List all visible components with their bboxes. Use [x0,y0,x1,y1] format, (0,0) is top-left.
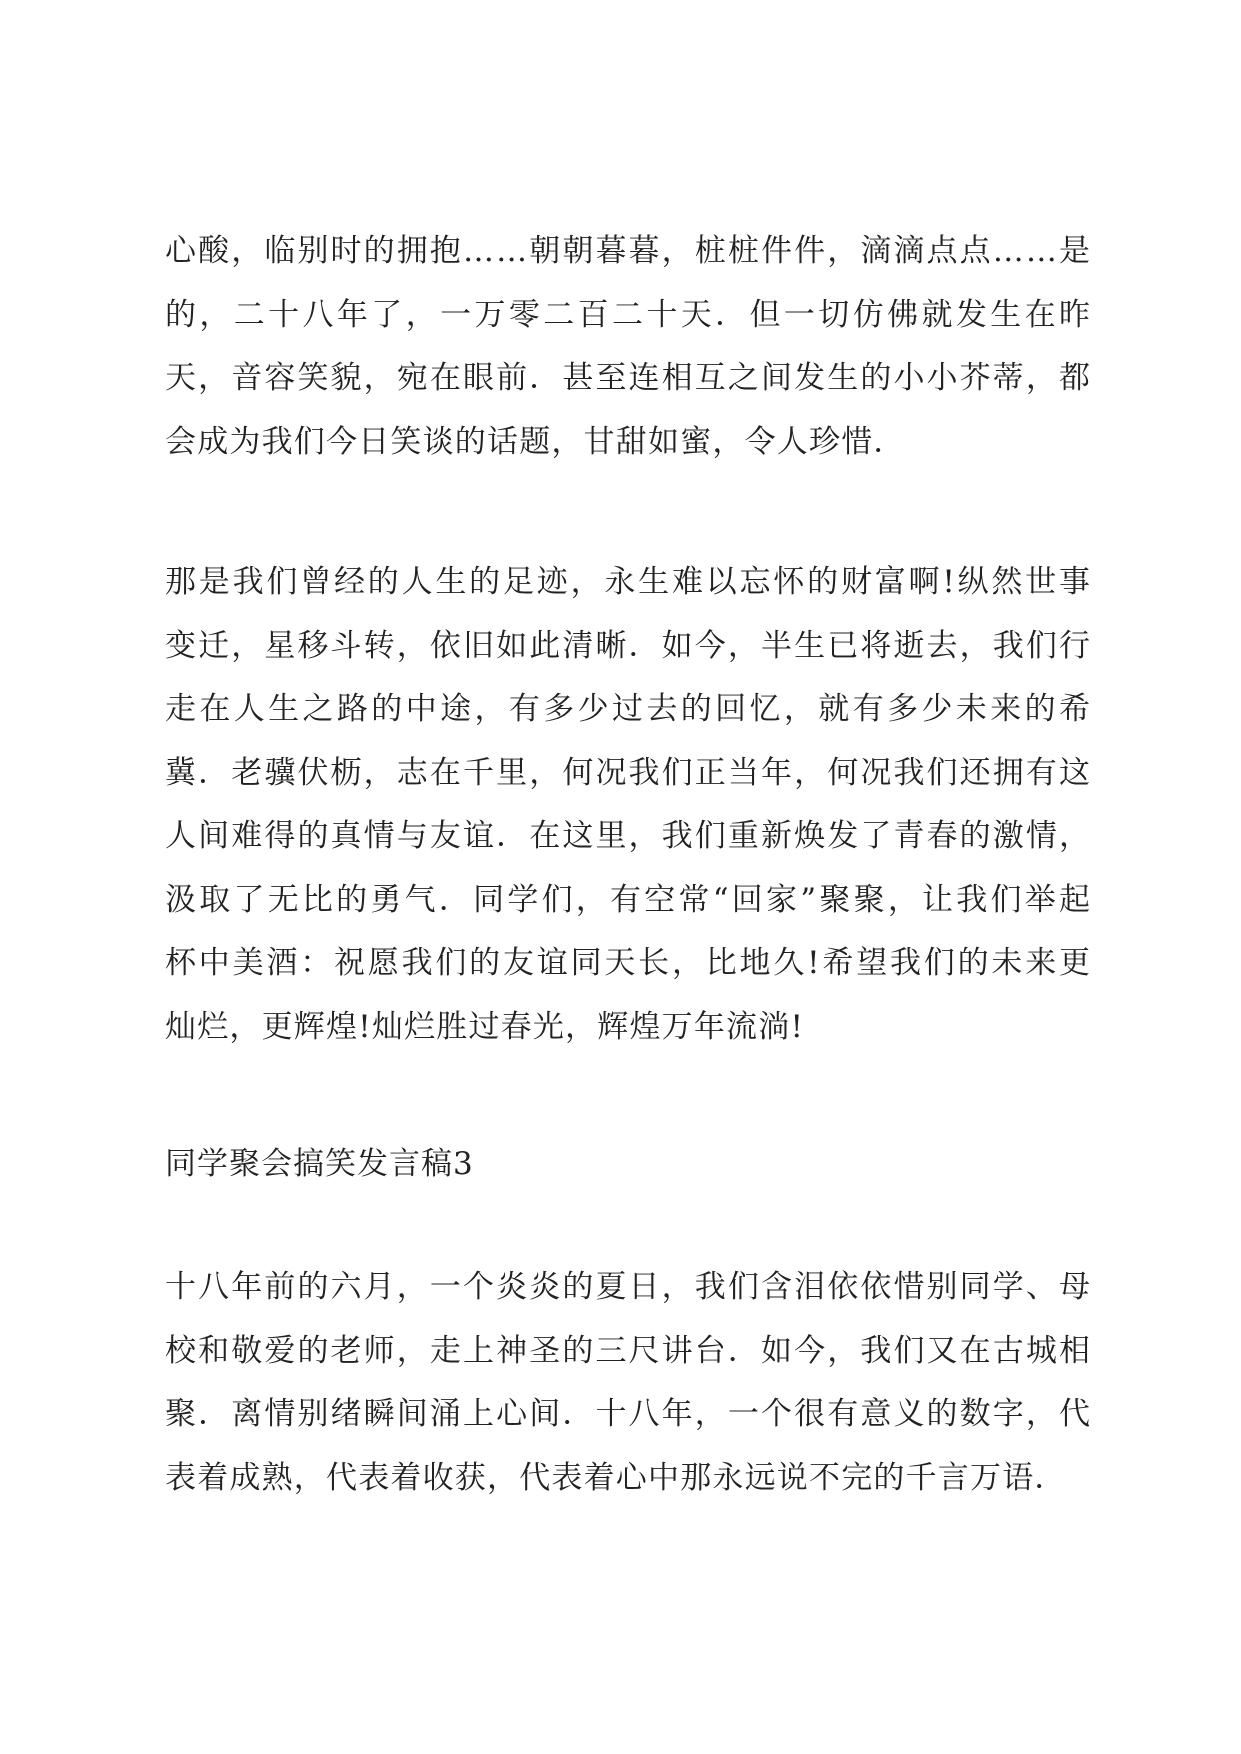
paragraph-line: 冀．老骥伏枥，志在千里，何况我们正当年，何况我们还拥有这 [165,754,1093,791]
paragraph-line: 聚．离情别绪瞬间涌上心间．十八年，一个很有意义的数字，代 [165,1396,1093,1432]
paragraph-line: 校和敬爱的老师，走上神圣的三尺讲台．如今，我们又在古城相 [165,1332,1093,1369]
paragraph-line: 会成为我们今日笑谈的话题，甘甜如蜜，令人珍惜． [165,423,906,460]
paragraph-line: 的，二十八年了，一万零二百二十天．但一切仿佛就发生在昨 [165,296,1094,333]
paragraph-3 [165,1256,1093,1510]
paragraph-line: 十八年前的六月，一个炎炎的夏日，我们含泪依依惜别同学、母 [165,1269,1093,1305]
paragraph-line: 心酸，临别时的拥抱……朝朝暮暮，桩桩件件，滴滴点点……是 [165,233,1093,269]
paragraph-1 [165,220,1094,474]
paragraph-line: 那是我们曾经的人生的足迹，永生难以忘怀的财富啊!纵然世事 [165,564,1093,600]
paragraph-line: 人间难得的真情与友谊．在这里，我们重新焕发了青春的激情， [165,818,1093,854]
paragraph-line: 天，音容笑貌，宛在眼前．甚至连相互之间发生的小小芥蒂，都 [165,360,1093,396]
paragraph-line: 汲取了无比的勇气．同学们，有空常“回家”聚聚，让我们举起 [165,881,1094,918]
paragraph-2 [165,551,1094,1059]
paragraph-line: 走在人生之路的中途，有多少过去的回忆，就有多少未来的希 [165,691,1094,727]
paragraph-line: 表着成熟，代表着收获，代表着心中那永远说不完的千言万语． [165,1459,1067,1496]
section-heading: 同学聚会搞笑发言稿3 [165,1146,474,1182]
paragraph-line: 杯中美酒：祝愿我们的友谊同天长，比地久!希望我们的未来更 [165,945,1093,981]
paragraph-line: 灿烂，更辉煌!灿烂胜过春光，辉煌万年流淌! [165,1008,805,1045]
paragraph-line: 变迁，星移斗转，依旧如此清晰．如今，半生已将逝去，我们行 [165,627,1093,664]
